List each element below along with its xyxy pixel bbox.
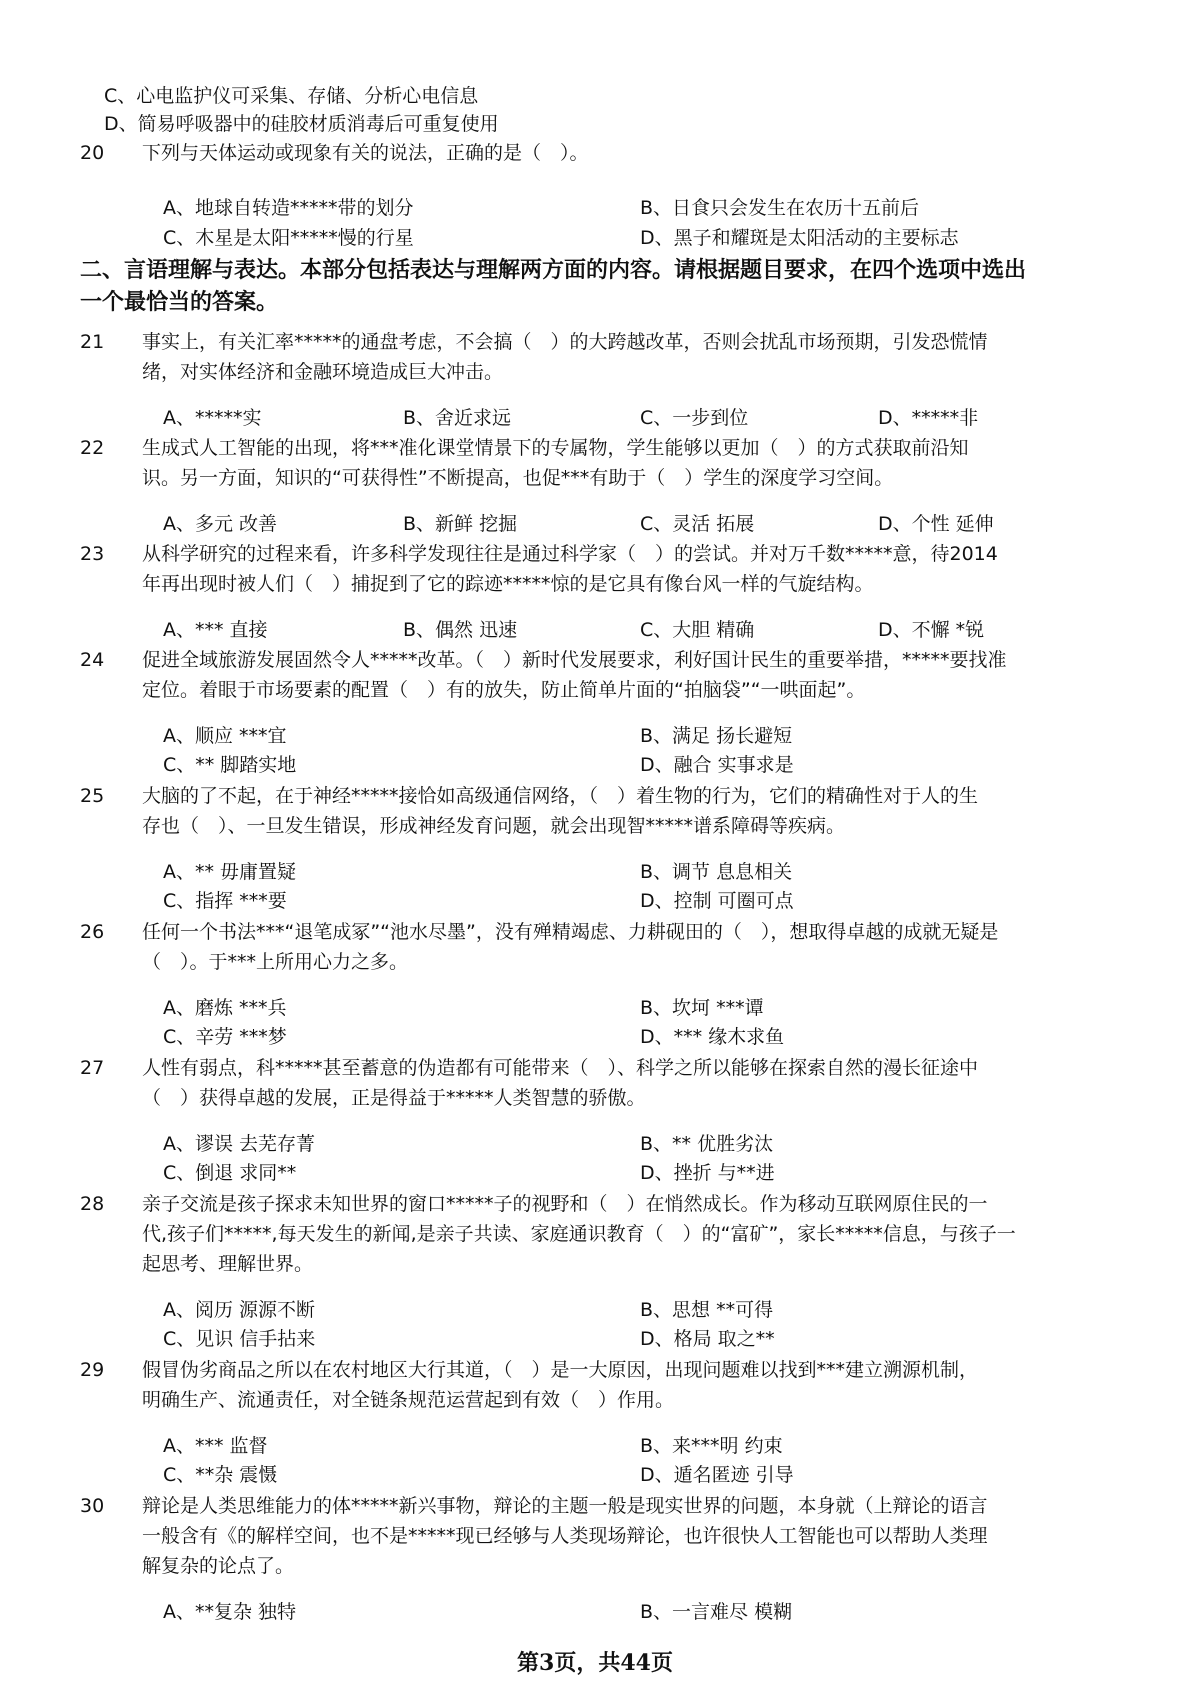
question-stem: 一般含有《的解样空间，也不是*****现已经够与人类现场辩论，也许很快人工智能也可以帮助人类理	[142, 1525, 988, 1547]
option-a: A、*** 直接	[163, 619, 268, 641]
option-a: A、*****实	[163, 407, 262, 429]
option-a: A、磨炼 ***兵	[163, 997, 287, 1019]
option-b: B、来***明 约束	[640, 1435, 783, 1457]
option-a: A、** 毋庸置疑	[163, 861, 297, 883]
option-b: B、坎坷 ***谭	[640, 997, 764, 1019]
option-c: C、木星是太阳*****慢的行星	[163, 227, 414, 249]
option-c: C、灵活 拓展	[640, 513, 755, 535]
question-stem: 生成式人工智能的出现，将***准化课堂情景下的专属物，学生能够以更加（ ）的方式获取前沿知	[142, 437, 969, 459]
option-d: D、不懈 *锐	[878, 619, 985, 641]
option-c: C、大胆 精确	[640, 619, 755, 641]
question-stem: 起思考、理解世界。	[142, 1253, 314, 1275]
question-number: 30	[80, 1495, 105, 1517]
option-d: D、*****非	[878, 407, 979, 429]
question-stem: （ ）。于***上所用心力之多。	[142, 951, 409, 973]
option-c: C、辛劳 ***梦	[163, 1026, 287, 1048]
question-stem: 从科学研究的过程来看，许多科学发现往往是通过科学家（ ）的尝试。并对万千数*****意，待2014	[142, 543, 998, 565]
question-stem: 促进全域旅游发展固然令人*****改革。（ ）新时代发展要求，利好国计民生的重要举措，*****要找准	[142, 649, 1007, 671]
option-a: A、*** 监督	[163, 1435, 268, 1457]
question-stem: 辩论是人类思维能力的体*****新兴事物，辩论的主题一般是现实世界的问题，本身就（上辩论的语言	[142, 1495, 988, 1517]
option-a: A、阅历 源源不断	[163, 1299, 316, 1321]
option-a: A、顺应 ***宜	[163, 725, 287, 747]
question-stem: 定位。着眼于市场要素的配置（ ）有的放失，防止简单片面的“拍脑袋”“一哄面起”。	[142, 679, 866, 701]
question-stem: 解复杂的论点了。	[142, 1555, 295, 1577]
prev-option-c: C、心电监护仪可采集、存储、分析心电信息	[104, 85, 479, 107]
option-b: B、日食只会发生在农历十五前后	[640, 197, 920, 219]
option-d: D、控制 可圈可点	[640, 890, 794, 912]
question-stem: 存也（ ）、一旦发生错误，形成神经发育问题，就会出现智*****谱系障碍等疾病。	[142, 815, 846, 837]
question-stem: 代,孩子们*****,每天发生的新闻,是亲子共读、家庭通识教育（ ）的“富矿”，家长*****信息，与孩子一	[142, 1223, 1016, 1245]
question-stem: 明确生产、流通责任，对全链条规范运营起到有效（ ）作用。	[142, 1389, 675, 1411]
option-c: C、一步到位	[640, 407, 749, 429]
option-a: A、地球自转造*****带的划分	[163, 197, 414, 219]
question-number: 24	[80, 649, 105, 671]
question-stem: 人性有弱点，科*****甚至蓄意的伪造都有可能带来（ ）、科学之所以能够在探索自然的漫长征途中	[142, 1057, 979, 1079]
option-b: B、偶然 迅速	[403, 619, 518, 641]
question-number: 25	[80, 785, 105, 807]
prev-option-d: D、简易呼吸器中的硅胶材质消毒后可重复使用	[104, 113, 499, 135]
question-number: 27	[80, 1057, 105, 1079]
option-b: B、思想 **可得	[640, 1299, 774, 1321]
section-heading-cont: 一个最恰当的答案。	[80, 290, 279, 315]
question-stem: 下列与天体运动或现象有关的说法，正确的是（ ）。	[142, 142, 589, 164]
option-d: D、格局 取之**	[640, 1328, 775, 1350]
question-stem: 假冒伪劣商品之所以在农村地区大行其道，（ ）是一大原因，出现问题难以找到***建立溯源机制，	[142, 1359, 979, 1381]
question-number: 26	[80, 921, 105, 943]
question-stem: 亲子交流是孩子探求未知世界的窗口*****子的视野和（ ）在悄然成长。作为移动互联网原住民的一	[142, 1193, 988, 1215]
question-stem: 大脑的了不起，在于神经*****接恰如高级通信网络，（ ）着生物的行为，它们的精确性对于人的生	[142, 785, 979, 807]
option-c: C、**杂 震慑	[163, 1464, 278, 1486]
question-number: 28	[80, 1193, 105, 1215]
question-number: 21	[80, 331, 105, 353]
page-number: 第3页，共44页	[517, 1650, 673, 1676]
option-a: A、**复杂 独特	[163, 1601, 297, 1623]
option-d: D、个性 延伸	[878, 513, 994, 535]
option-b: B、满足 扬长避短	[640, 725, 793, 747]
option-b: B、新鲜 挖掘	[403, 513, 518, 535]
option-d: D、遁名匿迹 引导	[640, 1464, 794, 1486]
question-stem: 事实上，有关汇率*****的通盘考虑，不会搞（ ）的大跨越改革，否则会扰乱市场预期，引发恐慌情	[142, 331, 988, 353]
question-stem: 识。另一方面，知识的“可获得性”不断提高，也促***有助于（ ）学生的深度学习空间。	[142, 467, 894, 489]
option-c: C、** 脚踏实地	[163, 754, 297, 776]
question-number: 22	[80, 437, 105, 459]
question-number: 20	[80, 142, 105, 164]
option-a: A、谬误 去芜存菁	[163, 1133, 316, 1155]
option-d: D、*** 缘木求鱼	[640, 1026, 785, 1048]
option-b: B、调节 息息相关	[640, 861, 793, 883]
question-stem: （ ）获得卓越的发展，正是得益于*****人类智慧的骄傲。	[142, 1087, 646, 1109]
question-stem: 绪，对实体经济和金融环境造成巨大冲击。	[142, 361, 504, 383]
option-b: B、** 优胜劣汰	[640, 1133, 774, 1155]
option-c: C、倒退 求同**	[163, 1162, 297, 1184]
question-stem: 年再出现时被人们（ ）捕捉到了它的踪迹*****惊的是它具有像台风一样的气旋结构。	[142, 573, 874, 595]
question-number: 29	[80, 1359, 105, 1381]
option-b: B、一言难尽 模糊	[640, 1601, 793, 1623]
option-b: B、舍近求远	[403, 407, 512, 429]
option-a: A、多元 改善	[163, 513, 278, 535]
question-stem: 任何一个书法***“退笔成冢”“池水尽墨”，没有殚精竭虑、力耕砚田的（ ），想取得卓越的成就无疑是	[142, 921, 999, 943]
question-number: 23	[80, 543, 105, 565]
option-d: D、挫折 与**进	[640, 1162, 775, 1184]
option-d: D、融合 实事求是	[640, 754, 794, 776]
option-c: C、见识 信手拈来	[163, 1328, 316, 1350]
option-d: D、黑子和耀斑是太阳活动的主要标志	[640, 227, 959, 249]
option-c: C、指挥 ***要	[163, 890, 287, 912]
section-heading: 二、言语理解与表达。本部分包括表达与理解两方面的内容。请根据题目要求，在四个选项中选出	[80, 258, 1027, 283]
